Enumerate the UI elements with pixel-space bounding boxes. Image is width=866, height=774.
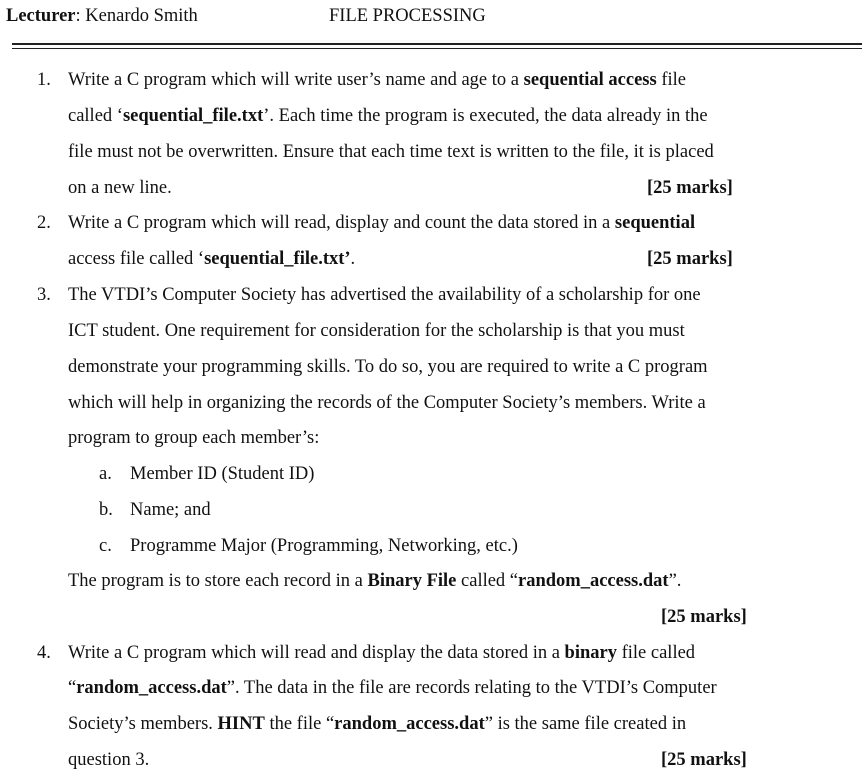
question-4-line-2 [68, 677, 717, 699]
question-4-marks: [25 marks] [661, 750, 747, 770]
question-1-line-2-segment-3: ’ [263, 106, 270, 126]
subitem-a-letter: a. [99, 464, 112, 484]
question-3-after-segment-5: ”. [668, 571, 682, 591]
question-1-line-1-segment-3: file [656, 70, 686, 90]
question-4-number: 4. [37, 643, 51, 663]
question-2-line-2-segment-3: . [350, 249, 356, 269]
question-1-number: 1. [37, 70, 51, 90]
question-3-line-1 [68, 284, 701, 306]
question-3-marks: [25 marks] [661, 607, 747, 627]
question-2-line-2 [68, 248, 355, 270]
question-1-line-3-segment-1: file must not be overwritten. Ensure that each time text is written to the file, it is placed [68, 142, 714, 162]
lecturer-label: Lecturer [6, 6, 76, 26]
question-3-after-segment-2: Binary File [367, 571, 457, 591]
header-rule-top [12, 43, 862, 45]
question-3-line-2-segment-1: ICT student. One requirement for consideration for the scholarship is that you must [68, 321, 685, 341]
question-1-line-2-segment-2: sequential_file.txt [122, 106, 264, 126]
question-2-line-1-segment-1: Write a C program which will read, display and count the data stored in a [68, 213, 615, 233]
question-4-line-2-segment-1: “ [68, 678, 77, 698]
question-4-line-3 [68, 713, 686, 735]
question-3-after-segment-1: The program is to store each record in a [68, 571, 368, 591]
question-4-line-3-segment-2: HINT [217, 714, 265, 734]
question-3-after-segment-3: called “ [456, 571, 519, 591]
question-1-line-2-segment-1: called ‘ [68, 106, 123, 126]
question-2-line-2-segment-2: sequential_file.txt’ [204, 249, 351, 269]
question-1-line-2 [68, 105, 708, 127]
question-3-line-1-segment-1: The VTDI’s Computer Society has advertised the availability of a scholarship for one [68, 285, 701, 305]
question-4-line-3-segment-4: random_access.dat [334, 714, 485, 734]
question-1-line-3 [68, 141, 714, 163]
question-4-line-1-segment-3: file called [616, 643, 696, 663]
question-3-after [68, 570, 681, 592]
question-4-line-3-segment-5: ” is the same file created in [484, 714, 687, 734]
course-title: FILE PROCESSING [329, 6, 486, 26]
question-4-line-4 [68, 749, 149, 771]
question-4-line-3-segment-1: Society’s members. [68, 714, 218, 734]
subitem-b-text: Name; and [130, 500, 211, 520]
question-4-line-1 [68, 642, 695, 664]
question-3-line-4-segment-1: which will help in organizing the records of the Computer Society’s members. Write a [68, 393, 706, 413]
question-3-line-5-segment-1: program to group each member’s: [68, 428, 320, 448]
question-2-line-1 [68, 212, 695, 234]
question-3-line-5 [68, 427, 319, 449]
question-4-line-2-segment-2: random_access.dat [76, 678, 227, 698]
question-3-line-3-segment-1: demonstrate your programming skills. To do so, you are required to write a C program [68, 357, 708, 377]
header-rule-bottom [12, 48, 862, 49]
lecturer-separator: : [75, 6, 86, 26]
question-3-line-3 [68, 356, 708, 378]
question-2-marks: [25 marks] [647, 249, 733, 269]
question-4-line-1-segment-2: binary [564, 643, 617, 663]
question-1-line-4 [68, 177, 172, 199]
question-4-line-1-segment-1: Write a C program which will read and display the data stored in a [68, 643, 565, 663]
question-1-marks: [25 marks] [647, 178, 733, 198]
question-2-line-1-segment-2: sequential [614, 213, 696, 233]
question-3-line-2 [68, 320, 685, 342]
question-3-after-segment-4: random_access.dat [518, 571, 669, 591]
question-1-line-1-segment-1: Write a C program which will write user’s name and age to a [68, 70, 524, 90]
question-2-number: 2. [37, 213, 51, 233]
question-1-line-2-segment-4: . Each time the program is executed, the data already in the [269, 106, 708, 126]
question-3-line-4 [68, 392, 706, 414]
question-4-line-2-segment-3: ”. The data in the file are records relating to the VTDI’s Computer [226, 678, 717, 698]
subitem-c-text: Programme Major (Programming, Networking, etc.) [130, 536, 518, 556]
lecturer-line [6, 5, 198, 27]
question-4-line-3-segment-3: the file “ [264, 714, 335, 734]
subitem-c-letter: c. [99, 536, 112, 556]
question-3-number: 3. [37, 285, 51, 305]
question-1-line-1 [68, 69, 686, 91]
subitem-b-letter: b. [99, 500, 113, 520]
question-1-line-1-segment-2: sequential access [523, 70, 657, 90]
question-1-line-4-segment-1: on a new line. [68, 178, 172, 198]
lecturer-name: Kenardo Smith [85, 6, 198, 26]
question-4-line-4-segment-1: question 3. [68, 750, 150, 770]
question-2-line-2-segment-1: access file called ‘ [68, 249, 205, 269]
subitem-a-text: Member ID (Student ID) [130, 464, 315, 484]
